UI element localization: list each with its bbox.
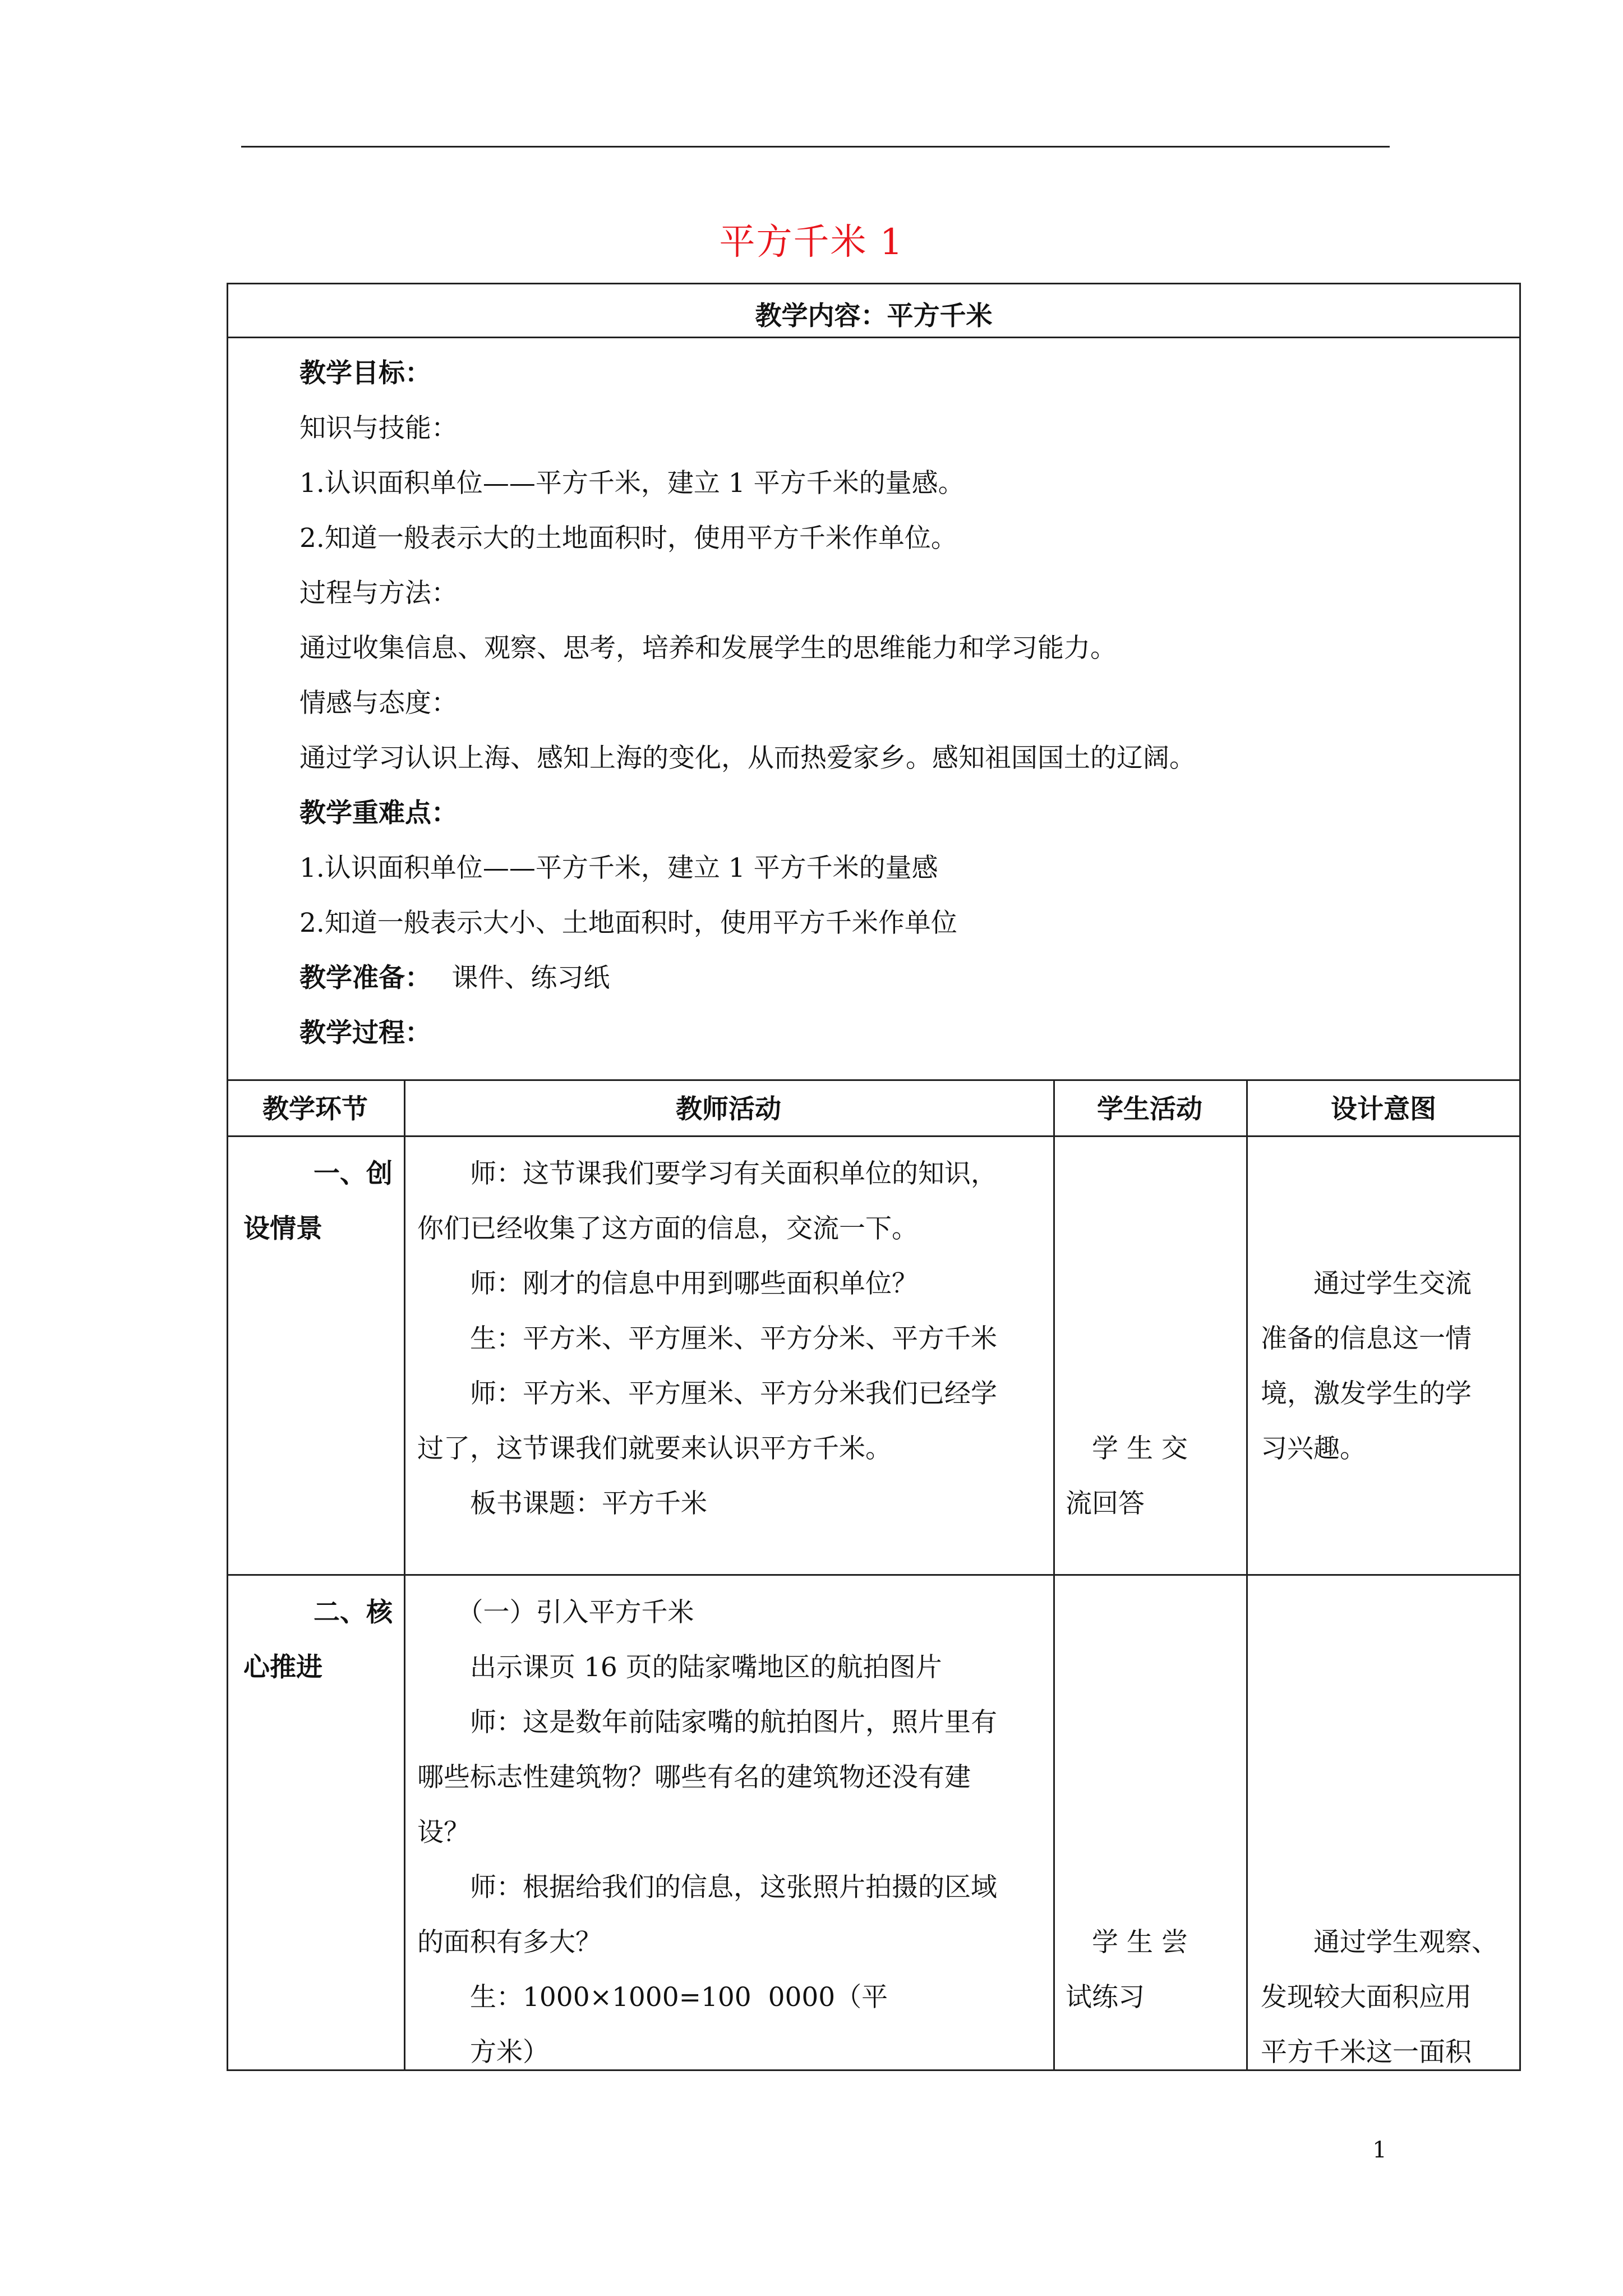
table-rule (227, 1079, 1521, 1081)
stage-line: 二、核 (313, 1597, 393, 1628)
text-line: 通过学生交流 (1261, 1268, 1472, 1299)
text-line: 哪些标志性建筑物？哪些有名的建筑物还没有建 (417, 1762, 971, 1793)
column-header-teacher: 教师活动 (676, 1094, 781, 1125)
document-title: 平方千米 1 (719, 222, 904, 263)
text-line: 发现较大面积应用 (1261, 1982, 1472, 2013)
text-line: 平方千米这一面积 (1261, 2037, 1472, 2068)
text-line: 师：刚才的信息中用到哪些面积单位？ (417, 1268, 918, 1299)
objective-line: 过程与方法： (299, 578, 458, 609)
text-line: 准备的信息这一情 (1261, 1323, 1472, 1354)
prep-value: 课件、练习纸 (451, 963, 610, 993)
text-line: 过了，这节课我们就要来认识平方千米。 (417, 1433, 892, 1464)
text-line: 师：根据给我们的信息，这张照片拍摄的区域 (417, 1872, 997, 1903)
text-line: 的面积有多大？ (417, 1927, 602, 1958)
objective-line: 知识与技能： (299, 413, 458, 444)
text-line: 习兴趣。 (1261, 1433, 1366, 1464)
design-intent-2 (1261, 1915, 1519, 2080)
text-line: 学 生 尝 (1066, 1927, 1188, 1958)
objective-line: 1.认识面积单位——平方千米，建立 1 平方千米的量感。 (299, 468, 965, 499)
column-rule (404, 1079, 405, 2071)
text-line: 方米） (417, 2037, 549, 2068)
design-intent-1 (1261, 1257, 1519, 1476)
objective-line: 教学重难点： (299, 798, 458, 829)
student-activity-1 (1066, 1421, 1245, 1531)
teacher-activity-1 (417, 1147, 1051, 1531)
text-line: 师：这是数年前陆家嘴的航拍图片，照片里有 (417, 1707, 997, 1738)
stage-line: 一、创 (313, 1158, 393, 1189)
text-line: 生：平方米、平方厘米、平方分米、平方千米 (417, 1323, 997, 1354)
text-line: 学 生 交 (1066, 1433, 1188, 1464)
teacher-activity-2 (417, 1585, 1051, 2080)
objective-line: 2.知道一般表示大小、土地面积时，使用平方千米作单位 (299, 908, 957, 938)
column-rule (1053, 1079, 1055, 2071)
column-rule (1246, 1079, 1248, 2071)
stage-line: 心推进 (243, 1652, 322, 1683)
text-line: 境，激发学生的学 (1261, 1378, 1472, 1409)
text-line: （一）引入平方千米 (417, 1597, 694, 1628)
stage-cell-2 (243, 1585, 400, 1695)
text-line: 板书课题：平方千米 (417, 1488, 707, 1519)
stage-line: 设情景 (243, 1213, 322, 1244)
column-header-stage: 教学环节 (262, 1094, 368, 1125)
header-rule (241, 146, 1390, 148)
objective-line: 通过收集信息、观察、思考，培养和发展学生的思维能力和学习能力。 (299, 633, 1117, 664)
prep-row (299, 961, 610, 995)
text-line: 师：这节课我们要学习有关面积单位的知识， (417, 1158, 997, 1189)
prep-label: 教学准备： (299, 963, 431, 993)
objective-line: 情感与态度： (299, 688, 458, 719)
text-line: 师：平方米、平方厘米、平方分米我们已经学 (417, 1378, 997, 1409)
text-line: 试练习 (1066, 1982, 1145, 2013)
text-line: 生：1000×1000=100 0000（平 (417, 1982, 888, 2013)
text-line: 通过学生观察、 (1261, 1927, 1498, 1958)
objective-line: 通过学习认识上海、感知上海的变化，从而热爱家乡。感知祖国国土的辽阔。 (299, 743, 1196, 774)
text-line: 你们已经收集了这方面的信息，交流一下。 (417, 1213, 918, 1244)
process-label: 教学过程： (299, 1018, 431, 1048)
column-header-student: 学生活动 (1097, 1094, 1202, 1125)
objective-line: 2.知道一般表示大的土地面积时，使用平方千米作单位。 (299, 523, 957, 554)
text-line: 出示课页 16 页的陆家嘴地区的航拍图片 (417, 1652, 942, 1683)
student-activity-2 (1066, 1915, 1245, 2025)
table-rule (227, 1574, 1521, 1576)
text-line: 流回答 (1066, 1488, 1145, 1519)
objective-line: 1.认识面积单位——平方千米，建立 1 平方千米的量感 (299, 853, 938, 884)
column-header-design: 设计意图 (1331, 1094, 1436, 1125)
objective-line: 教学目标： (299, 358, 431, 389)
content-header: 教学内容：平方千米 (755, 301, 993, 332)
text-line: 设？ (417, 1817, 470, 1848)
page-number: 1 (1372, 2137, 1387, 2163)
stage-cell-1 (243, 1147, 400, 1257)
